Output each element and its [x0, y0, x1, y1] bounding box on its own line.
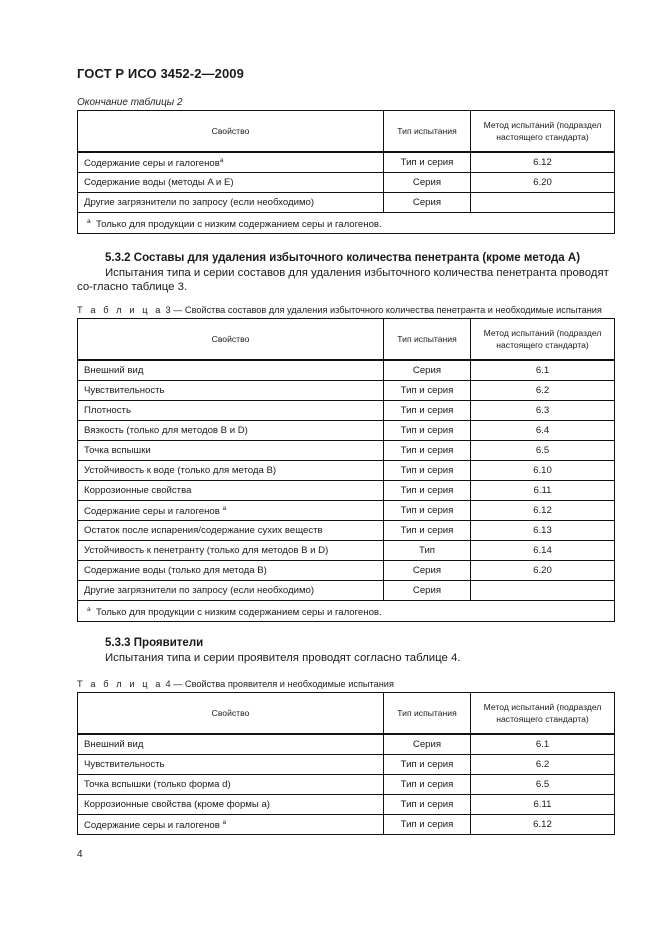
cell-property: Внешний вид [78, 360, 384, 381]
table-row [78, 401, 615, 421]
cell-test-type: Тип [384, 541, 471, 561]
column-header-test-type: Тип испытания [384, 693, 471, 735]
column-header-test-method: Метод испытаний (подраздел настоящего стандарта) [471, 319, 615, 361]
footnote-ref: a [219, 157, 224, 164]
cell-test-method: 6.3 [471, 401, 615, 421]
cell-property: Коррозионные свойства [78, 481, 384, 501]
cell-test-type: Тип и серия [384, 775, 471, 795]
cell-test-type: Тип и серия [384, 501, 471, 521]
cell-property: Содержание серы и галогенов $^a$ [78, 501, 384, 521]
table-header-row [78, 111, 615, 153]
cell-test-method: 6.1 [471, 360, 615, 381]
table-row [78, 795, 615, 815]
cell-test-method: 6.4 [471, 421, 615, 441]
cell-test-method: 6.1 [471, 734, 615, 755]
cell-test-method: 6.10 [471, 461, 615, 481]
table-row [78, 441, 615, 461]
cell-test-method: 6.20 [471, 561, 615, 581]
cell-property: Содержание воды (только для метода B) [78, 561, 384, 581]
cell-test-method: 6.13 [471, 521, 615, 541]
table-row [78, 461, 615, 481]
table-2 [77, 110, 615, 234]
table-row [78, 755, 615, 775]
cell-test-type: Тип и серия [384, 152, 471, 173]
table-4 [77, 692, 615, 835]
table-row [78, 734, 615, 755]
cell-property: Точка вспышки (только форма d) [78, 775, 384, 795]
cell-test-type: Тип и серия [384, 421, 471, 441]
cell-test-type: Тип и серия [384, 461, 471, 481]
cell-test-method [471, 193, 615, 213]
table-row [78, 421, 615, 441]
cell-test-type: Серия [384, 193, 471, 213]
table-row [78, 815, 615, 835]
cell-test-method: 6.2 [471, 381, 615, 401]
table4-caption: Т а б л и ц а 4 — Свойства проявителя и необходимые испытания [77, 679, 394, 689]
section-paragraph-5-3-2: Испытания типа и серии составов для удаления избыточного количества пенетранта проводят со-гласно таблице 3. [77, 267, 609, 293]
section-title-5-3-3: 5.3.3 Проявители [105, 637, 204, 649]
table-row [78, 521, 615, 541]
cell-test-method [471, 581, 615, 601]
table-row [78, 173, 615, 193]
table-header-row [78, 319, 615, 361]
page-number: 4 [77, 849, 83, 860]
table-row [78, 775, 615, 795]
table3-caption: Т а б л и ц а 3 — Свойства составов для удаления избыточного количества пенетранта и необходимые испытания [77, 305, 602, 315]
cell-test-type: Тип и серия [384, 401, 471, 421]
cell-test-method: 6.14 [471, 541, 615, 561]
cell-test-type: Серия [384, 581, 471, 601]
cell-test-type: Серия [384, 561, 471, 581]
column-header-property: Свойство [78, 111, 384, 153]
column-header-test-method: Метод испытаний (подраздел настоящего стандарта) [471, 111, 615, 153]
table-footnote-row [78, 601, 615, 622]
table-row [78, 481, 615, 501]
table-row [78, 193, 615, 213]
cell-property: Содержание серы и галогенов$^a$ [78, 152, 384, 173]
cell-test-type: Тип и серия [384, 795, 471, 815]
cell-property: Точка вспышки [78, 441, 384, 461]
table-row [78, 541, 615, 561]
cell-test-type: Тип и серия [384, 381, 471, 401]
footnote-ref: a [222, 505, 227, 512]
cell-property: Вязкость (только для методов B и D) [78, 421, 384, 441]
cell-property: Внешний вид [78, 734, 384, 755]
cell-test-type: Серия [384, 734, 471, 755]
footnote-mark: a [87, 605, 91, 613]
cell-test-method: 6.11 [471, 481, 615, 501]
table-footnote: $^a$ Только для продукции с низким содержанием серы и галогенов. [78, 213, 615, 234]
cell-property: Другие загрязнители по запросу (если необходимо) [78, 581, 384, 601]
column-header-test-method: Метод испытаний (подраздел настоящего стандарта) [471, 693, 615, 735]
cell-property: Чувствительность [78, 755, 384, 775]
table-row [78, 360, 615, 381]
cell-property: Устойчивость к пенетранту (только для методов B и D) [78, 541, 384, 561]
column-header-property: Свойство [78, 693, 384, 735]
cell-test-method: 6.5 [471, 441, 615, 461]
cell-property: Устойчивость к воде (только для метода B) [78, 461, 384, 481]
section-paragraph-5-3-3: Испытания типа и серии проявителя проводят согласно таблице 4. [105, 652, 461, 664]
table-row [78, 381, 615, 401]
cell-test-type: Тип и серия [384, 521, 471, 541]
cell-property: Плотность [78, 401, 384, 421]
document-header: ГОСТ Р ИСО 3452-2—2009 [77, 66, 244, 81]
cell-test-method: 6.12 [471, 815, 615, 835]
cell-test-type: Тип и серия [384, 441, 471, 461]
cell-property: Другие загрязнители по запросу (если необходимо) [78, 193, 384, 213]
table2-caption: Окончание таблицы 2 [77, 97, 183, 108]
cell-test-method: 6.11 [471, 795, 615, 815]
section-title-5-3-2: 5.3.2 Составы для удаления избыточного количества пенетранта (кроме метода A) [105, 252, 581, 264]
column-header-property: Свойство [78, 319, 384, 361]
table-footnote-row [78, 213, 615, 234]
cell-test-type: Тип и серия [384, 481, 471, 501]
cell-test-method: 6.2 [471, 755, 615, 775]
column-header-test-type: Тип испытания [384, 111, 471, 153]
cell-test-type: Тип и серия [384, 815, 471, 835]
column-header-test-type: Тип испытания [384, 319, 471, 361]
cell-test-type: Серия [384, 173, 471, 193]
cell-property: Коррозионные свойства (кроме формы a) [78, 795, 384, 815]
cell-test-method: 6.12 [471, 152, 615, 173]
table-footnote: $^a$ Только для продукции с низким содержанием серы и галогенов. [78, 601, 615, 622]
cell-test-type: Серия [384, 360, 471, 381]
cell-test-method: 6.12 [471, 501, 615, 521]
cell-property: Содержание серы и галогенов $^a$ [78, 815, 384, 835]
cell-property: Содержание воды (методы A и E) [78, 173, 384, 193]
table-row [78, 501, 615, 521]
cell-property: Чувствительность [78, 381, 384, 401]
table-row [78, 152, 615, 173]
cell-property: Остаток после испарения/содержание сухих веществ [78, 521, 384, 541]
footnote-ref: a [222, 819, 227, 826]
table-3 [77, 318, 615, 622]
table-row [78, 561, 615, 581]
cell-test-method: 6.20 [471, 173, 615, 193]
table-row [78, 581, 615, 601]
cell-test-type: Тип и серия [384, 755, 471, 775]
table-header-row [78, 693, 615, 735]
footnote-mark: a [87, 217, 91, 225]
cell-test-method: 6.5 [471, 775, 615, 795]
